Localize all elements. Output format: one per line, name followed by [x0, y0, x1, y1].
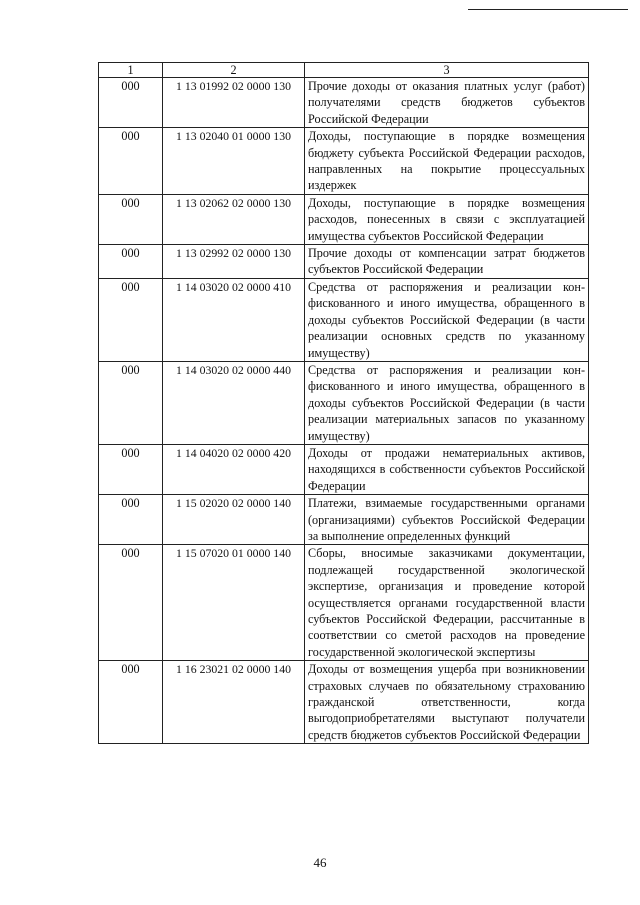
- kbk-code-cell: 1 13 01992 02 0000 130: [163, 78, 305, 128]
- kbk-code-cell: 1 14 03020 02 0000 440: [163, 361, 305, 444]
- admin-code-cell: 000: [99, 245, 163, 279]
- table-header-row: [99, 63, 589, 78]
- revenue-description-cell: Доходы, поступающие в порядке возмещения расходов, понесенных в связи с эксплуатацией имущества субъектов Российской Федерации: [305, 194, 589, 244]
- top-rule: [468, 9, 628, 10]
- admin-code-cell: 000: [99, 495, 163, 545]
- column-header-3: 3: [305, 63, 589, 78]
- table-row: [99, 545, 589, 661]
- kbk-code-cell: 1 15 02020 02 0000 140: [163, 495, 305, 545]
- admin-code-cell: 000: [99, 78, 163, 128]
- kbk-code-cell: 1 16 23021 02 0000 140: [163, 661, 305, 744]
- revenue-description-cell: Доходы, поступающие в порядке возмещения бюджету субъекта Российской Федерации расходов, направленных на покрытие процессуальных издержек: [305, 128, 589, 195]
- revenue-codes-table: [98, 62, 589, 744]
- kbk-code-cell: 1 14 04020 02 0000 420: [163, 444, 305, 494]
- table-row: [99, 661, 589, 744]
- revenue-description-cell: Прочие доходы от оказания платных услуг (работ) получателями средств бюджетов субъектов Российской Федерации: [305, 78, 589, 128]
- admin-code-cell: 000: [99, 194, 163, 244]
- table-row: [99, 128, 589, 195]
- revenue-description-cell: Средства от распоряжения и реализации конфискованного и иного имущества, обращенного в доходы субъектов Российской Федерации (в части реализации основных средств по указанному имуществу): [305, 278, 589, 361]
- kbk-code-cell: 1 13 02062 02 0000 130: [163, 194, 305, 244]
- table-row: [99, 278, 589, 361]
- revenue-description-cell: Платежи, взимаемые государственными органами (организациями) субъектов Российской Федерации за выполнение определенных функций: [305, 495, 589, 545]
- table-row: [99, 78, 589, 128]
- revenue-description-cell: Прочие доходы от компенсации затрат бюджетов субъектов Российской Федерации: [305, 245, 589, 279]
- revenue-description-cell: Доходы от продажи нематериальных активов, находящихся в собственности субъектов Российской Федерации: [305, 444, 589, 494]
- table-row: [99, 245, 589, 279]
- admin-code-cell: 000: [99, 128, 163, 195]
- column-header-2: 2: [163, 63, 305, 78]
- table-row: [99, 444, 589, 494]
- page-number: 46: [313, 855, 327, 870]
- admin-code-cell: 000: [99, 661, 163, 744]
- admin-code-cell: 000: [99, 278, 163, 361]
- admin-code-cell: 000: [99, 444, 163, 494]
- revenue-description-cell: Средства от распоряжения и реализации конфискованного и иного имущества, обращенного в доходы субъектов Российской Федерации (в части реализации материальных запасов по указанному имуществу): [305, 361, 589, 444]
- kbk-code-cell: 1 13 02040 01 0000 130: [163, 128, 305, 195]
- admin-code-cell: 000: [99, 545, 163, 661]
- revenue-description-cell: Сборы, вносимые заказчиками документации, подлежащей государственной экологической экспертизе, организация и проведение которой осуществляется органами государственной власти субъектов Российской Федерации, рассчитанные в соответствии со сметой расходов на проведение государственной экологической экспертизы: [305, 545, 589, 661]
- table-row: [99, 361, 589, 444]
- kbk-code-cell: 1 15 07020 01 0000 140: [163, 545, 305, 661]
- admin-code-cell: 000: [99, 361, 163, 444]
- column-header-1: 1: [99, 63, 163, 78]
- kbk-code-cell: 1 14 03020 02 0000 410: [163, 278, 305, 361]
- revenue-description-cell: Доходы от возмещения ущерба при возникновении страховых случаев по обязательному страхованию гражданской ответственности, когда выгодоприобретателями выступают получатели средств бюджетов субъектов Российской Федерации: [305, 661, 589, 744]
- kbk-code-cell: 1 13 02992 02 0000 130: [163, 245, 305, 279]
- table-row: [99, 495, 589, 545]
- table-row: [99, 194, 589, 244]
